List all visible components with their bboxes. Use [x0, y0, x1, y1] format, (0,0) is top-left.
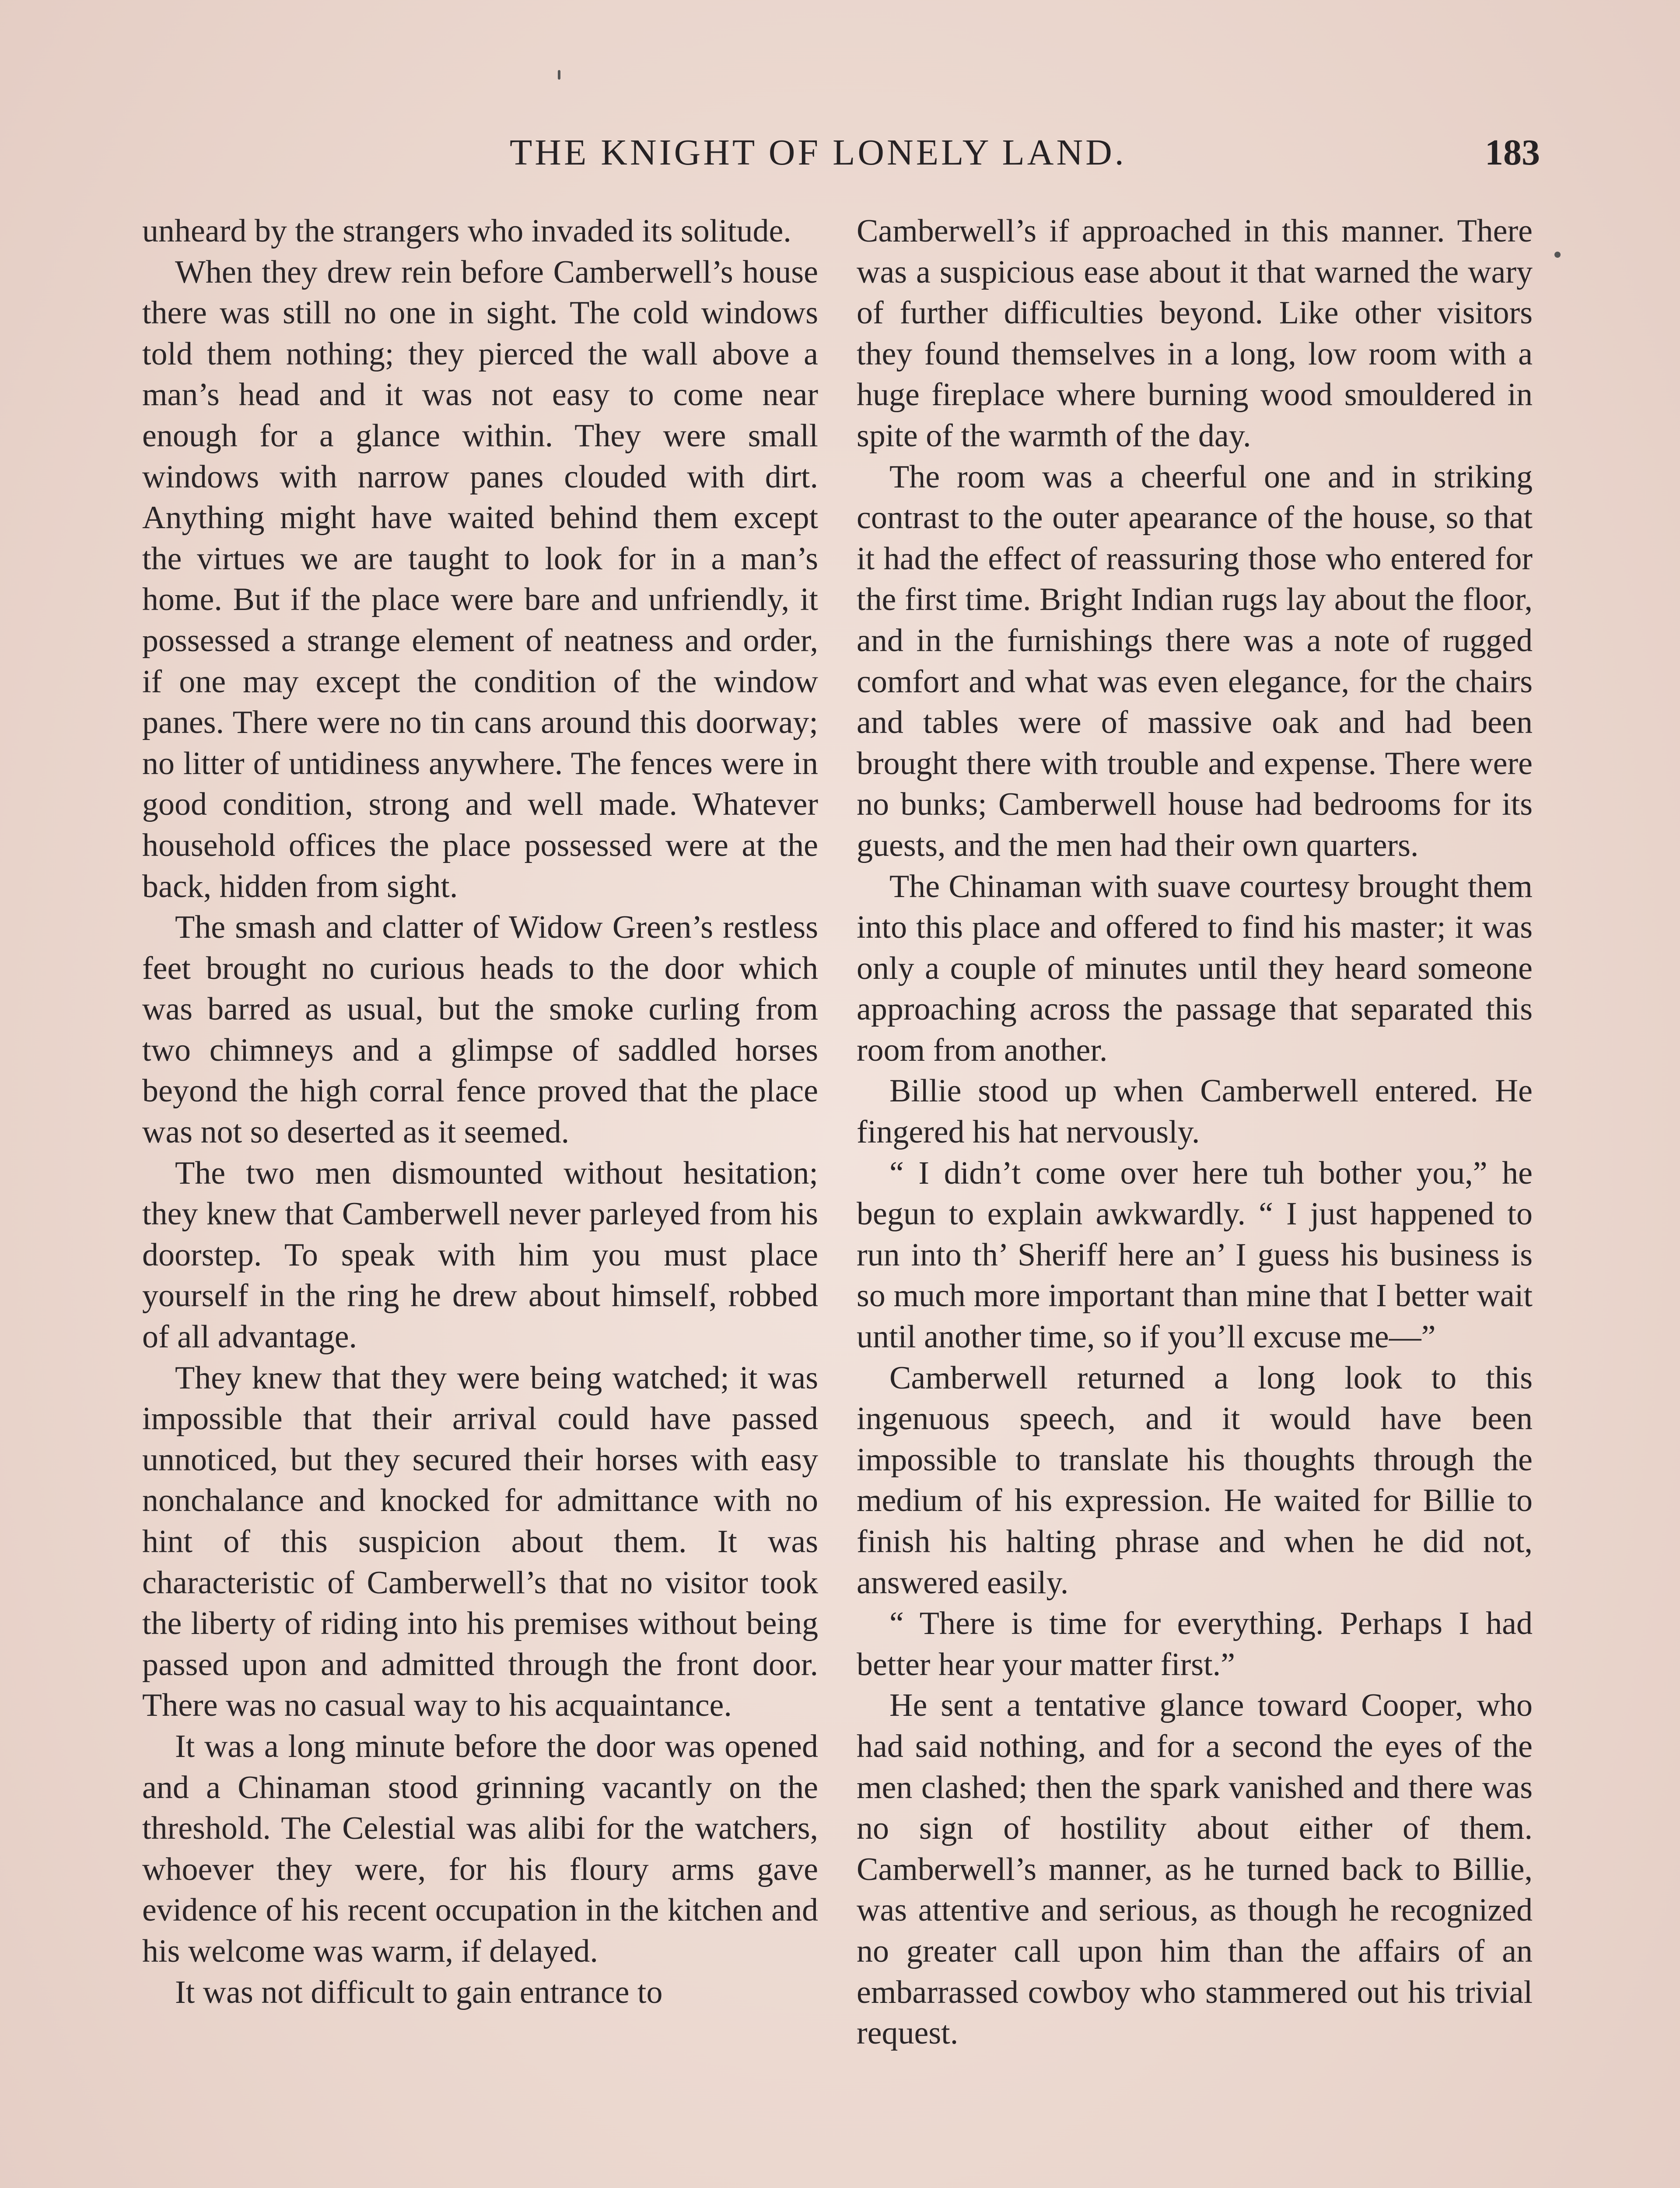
ink-speck: [1554, 252, 1561, 258]
running-title: THE KNIGHT OF LONELY LAND.: [510, 132, 1127, 173]
paragraph: It was a long minute before the door was opened and a Chinaman stood grinning vacantly on the threshold. The Celestial was alibi for the watchers, whoever they were, for his floury arms gave evidence of his recent occupation in the kitchen and his welcome was warm, if delayed.: [142, 1728, 818, 1969]
paragraph: “ There is time for everything. Perhaps I had better hear your matter first.”: [857, 1606, 1533, 1683]
paragraph: The Chinaman with suave courtesy brought them into this place and offered to find his master; it was only a couple of minutes until they heard someone approaching across the passage that separated this room from another.: [857, 868, 1533, 1068]
paragraph: He sent a tentative glance toward Cooper, who had said nothing, and for a second the eyes of the men clashed; then the spark vanished and there was no sign of hostility about either of them. Camberwell’s manner, as he turned back to Billie, was attentive and serious, as though he recognized no greater call upon him than the affairs of an embarrassed cowboy who stammered out his trivial request.: [857, 1687, 1533, 2051]
paragraph: unheard by the strangers who invaded its solitude.: [142, 213, 791, 249]
paragraph: Camberwell’s if approached in this manner. There was a suspicious ease about it that warned the wary of further difficulties beyond. Like other visitors they found themselves in a long, low room with a huge fireplace where burning wood smouldered in spite of the warmth of the day.: [857, 213, 1533, 454]
paragraph: It was not difficult to gain entrance to: [175, 1974, 663, 2010]
ink-speck: [558, 70, 560, 80]
paragraph: When they drew rein before Camberwell’s house there was still no one in sight. The cold windows told them nothing; they pierced the wall above a man’s head and it was not easy to come near enough for a glance within. They were small windows with narrow panes clouded with dirt. Anything might have waited behind them except the virtues we are taught to look for in a man’s home. But if the place were bare and unfriendly, it possessed a strange element of neatness and order, if one may except the condition of the window panes. There were no tin cans around this doorway; no litter of untidiness anywhere. The fences were in good condition, strong and well made. Whatever household offices the place possessed were at the back, hidden from sight.: [142, 254, 818, 905]
page-number: 183: [1485, 132, 1540, 173]
paragraph: The smash and clatter of Widow Green’s restless feet brought no curious heads to the door which was barred as usual, but the smoke curling from two chimneys and a glimpse of saddled horses beyond the high corral fence proved that the place was not so deserted as it seemed.: [142, 909, 818, 1150]
paragraph: Camberwell returned a long look to this ingenuous speech, and it would have been impossible to translate his thoughts through the medium of his expression. He waited for Billie to finish his halting phrase and when he did not, answered easily.: [857, 1360, 1533, 1601]
right-text-column: [857, 211, 1533, 2054]
paragraph: The two men dismounted without hesitation; they knew that Camberwell never parleyed from his doorstep. To speak with him you must place yourself in the ring he drew about himself, robbed of all advantage.: [142, 1155, 818, 1355]
left-text-column: [142, 211, 818, 2013]
paragraph: The room was a cheerful one and in striking contrast to the outer apearance of the house, so that it had the effect of reassuring those who entered for the first time. Bright Indian rugs lay about the floor, and in the furnishings there was a note of rugged comfort and what was even elegance, for the chairs and tables were of massive oak and had been brought there with trouble and expense. There were no bunks; Camberwell house had bedrooms for its guests, and the men had their own quarters.: [857, 459, 1533, 863]
paragraph: They knew that they were being watched; it was impossible that their arrival could have passed unnoticed, but they secured their horses with easy nonchalance and knocked for admittance with no hint of this suspicion about them. It was characteristic of Camberwell’s that no visitor took the liberty of riding into his premises without being passed upon and admitted through the front door. There was no casual way to his acquaintance.: [142, 1360, 818, 1724]
page-header: [140, 131, 1540, 179]
paragraph: Billie stood up when Camberwell entered. He fingered his hat nervously.: [857, 1073, 1533, 1150]
paragraph: “ I didn’t come over here tuh bother you,” he begun to explain awkwardly. “ I just happened to run into th’ Sheriff here an’ I guess his business is so much more important than mine that I better wait until another time, so if you’ll excuse me—”: [857, 1155, 1533, 1355]
